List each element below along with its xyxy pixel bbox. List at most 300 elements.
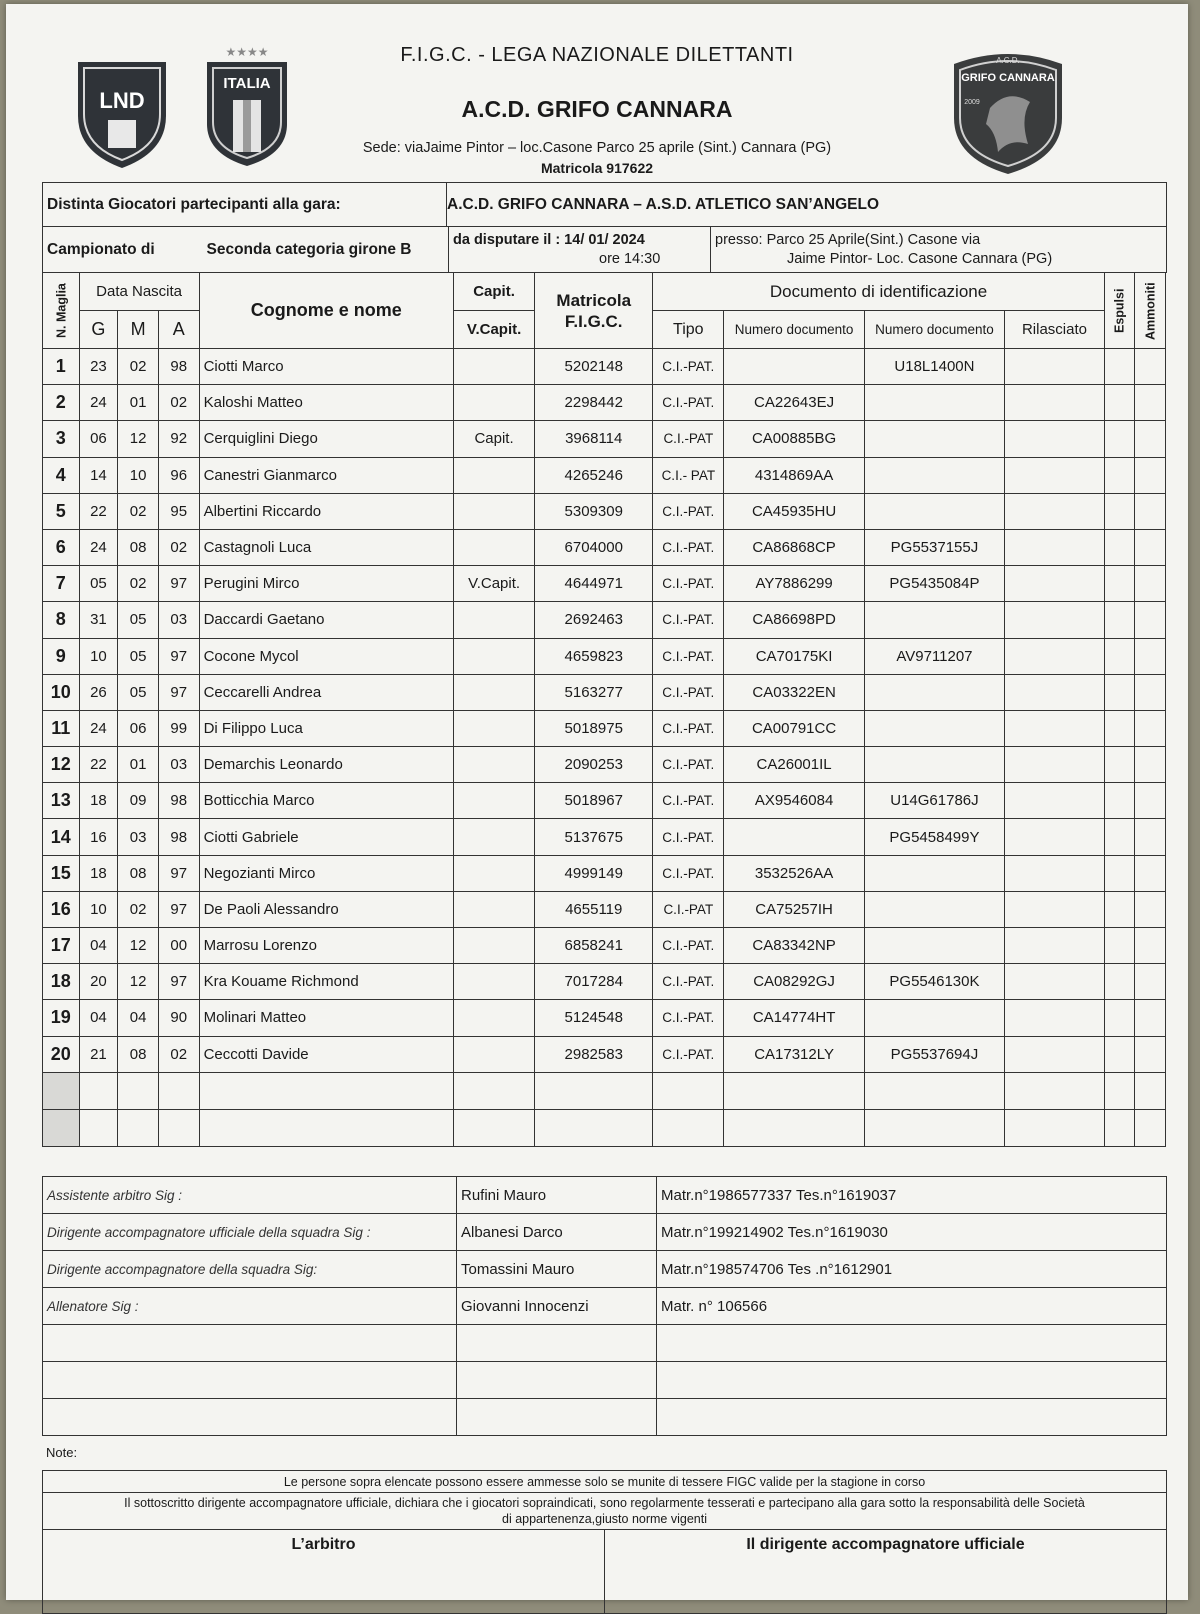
espulsi-cell <box>1104 602 1135 638</box>
rilasciato-cell <box>1005 674 1105 710</box>
birth-year: 97 <box>158 674 199 710</box>
staff-row <box>43 1177 1167 1214</box>
svg-text:GRIFO CANNARA: GRIFO CANNARA <box>961 72 1055 84</box>
doc-number-1 <box>724 819 864 855</box>
empty-cell <box>1135 1109 1166 1146</box>
figc-matricola: 5018975 <box>535 710 653 746</box>
birth-month: 12 <box>118 928 159 964</box>
player-number: 15 <box>43 855 80 891</box>
birth-month: 08 <box>118 855 159 891</box>
birth-year: 98 <box>158 349 199 385</box>
col-vcapit: V.Capit. <box>453 311 534 349</box>
birth-year: 99 <box>158 710 199 746</box>
staff-name: Giovanni Innocenzi <box>457 1288 657 1325</box>
distinta-label: Distinta Giocatori partecipanti alla gara: <box>43 183 447 227</box>
doc-number-2: PG5458499Y <box>864 819 1004 855</box>
grifo-cannara-logo <box>950 48 1066 178</box>
empty-cell <box>199 1109 453 1146</box>
player-number: 13 <box>43 783 80 819</box>
match-time: ore 14:30 <box>599 251 661 267</box>
empty-cell <box>118 1072 159 1109</box>
figc-matricola: 6858241 <box>535 928 653 964</box>
player-number: 19 <box>43 1000 80 1036</box>
rilasciato-cell <box>1005 783 1105 819</box>
staff-role-label: Dirigente accompagnatore della squadra Sig: <box>43 1251 457 1288</box>
player-number: 7 <box>43 566 80 602</box>
figc-matricola: 4659823 <box>535 638 653 674</box>
birth-day: 21 <box>79 1036 118 1072</box>
col-documento: Documento di identificazione <box>653 273 1105 311</box>
espulsi-cell <box>1104 457 1135 493</box>
staff-role-label: Allenatore Sig : <box>43 1288 457 1325</box>
doc-number-1: CA45935HU <box>724 493 864 529</box>
club-address: Sede: viaJaime Pintor – loc.Casone Parco 25 aprile (Sint.) Cannara (PG) <box>362 140 832 156</box>
doc-type: C.I.-PAT. <box>653 783 724 819</box>
espulsi-cell <box>1104 891 1135 927</box>
empty-cell <box>535 1072 653 1109</box>
figc-matricola: 2982583 <box>535 1036 653 1072</box>
doc-number-1 <box>724 349 864 385</box>
col-n-maglia: N. Maglia <box>43 273 80 349</box>
ammoniti-cell <box>1135 602 1166 638</box>
venue-line-2: Jaime Pintor- Loc. Casone Cannara (PG) <box>787 250 1053 267</box>
birth-month: 01 <box>118 385 159 421</box>
captain-role <box>453 674 534 710</box>
doc-type: C.I.-PAT. <box>653 349 724 385</box>
ammoniti-cell <box>1135 385 1166 421</box>
players-table-wrap <box>42 272 1166 1147</box>
birth-month: 12 <box>118 964 159 1000</box>
birth-month: 05 <box>118 638 159 674</box>
doc-number-1: CA08292GJ <box>724 964 864 1000</box>
player-name: Molinari Matteo <box>199 1000 453 1036</box>
doc-type: C.I.-PAT. <box>653 964 724 1000</box>
player-number: 3 <box>43 421 80 457</box>
espulsi-cell <box>1104 493 1135 529</box>
rilasciato-cell <box>1005 566 1105 602</box>
doc-number-2 <box>864 928 1004 964</box>
figc-matricola: 4265246 <box>535 457 653 493</box>
staff-role-label <box>43 1399 457 1436</box>
figc-matricola: 3968114 <box>535 421 653 457</box>
player-number: 1 <box>43 349 80 385</box>
match-sheet <box>6 4 1188 1600</box>
doc-number-1: CA83342NP <box>724 928 864 964</box>
col-capit: Capit. <box>453 273 534 311</box>
ammoniti-cell <box>1135 855 1166 891</box>
footer-line-3: di appartenenza,giusto norme vigenti <box>502 1512 707 1526</box>
birth-day: 10 <box>79 891 118 927</box>
figc-matricola: 4999149 <box>535 855 653 891</box>
doc-number-1: CA70175KI <box>724 638 864 674</box>
empty-cell <box>158 1109 199 1146</box>
captain-role <box>453 891 534 927</box>
player-row <box>43 493 1166 529</box>
col-a: A <box>158 311 199 349</box>
doc-type: C.I.-PAT. <box>653 638 724 674</box>
figc-matricola: 2298442 <box>535 385 653 421</box>
rilasciato-cell <box>1005 457 1105 493</box>
doc-number-2: AV9711207 <box>864 638 1004 674</box>
player-number: 10 <box>43 674 80 710</box>
ammoniti-cell <box>1135 566 1166 602</box>
doc-type: C.I.-PAT <box>653 421 724 457</box>
player-name: Cerquiglini Diego <box>199 421 453 457</box>
doc-type: C.I.- PAT <box>653 457 724 493</box>
birth-month: 08 <box>118 1036 159 1072</box>
player-number: 11 <box>43 710 80 746</box>
birth-year: 02 <box>158 1036 199 1072</box>
birth-day: 24 <box>79 710 118 746</box>
captain-role <box>453 1036 534 1072</box>
player-name: Marrosu Lorenzo <box>199 928 453 964</box>
ammoniti-cell <box>1135 783 1166 819</box>
staff-name <box>457 1325 657 1362</box>
birth-year: 00 <box>158 928 199 964</box>
doc-number-1: CA03322EN <box>724 674 864 710</box>
captain-role <box>453 385 534 421</box>
players-table <box>42 272 1166 1147</box>
player-name: Botticchia Marco <box>199 783 453 819</box>
staff-row <box>43 1251 1167 1288</box>
rilasciato-cell <box>1005 891 1105 927</box>
note-label: Note: <box>46 1445 78 1460</box>
birth-day: 31 <box>79 602 118 638</box>
doc-number-2 <box>864 602 1004 638</box>
birth-month: 09 <box>118 783 159 819</box>
col-figc: F.I.G.C. <box>564 311 623 331</box>
captain-role <box>453 819 534 855</box>
captain-role <box>453 855 534 891</box>
venue-line-1: presso: Parco 25 Aprile(Sint.) Casone via <box>715 231 981 248</box>
espulsi-cell <box>1104 964 1135 1000</box>
player-name: Ciotti Gabriele <box>199 819 453 855</box>
birth-month: 03 <box>118 819 159 855</box>
empty-cell <box>79 1072 118 1109</box>
figc-matricola: 4644971 <box>535 566 653 602</box>
doc-number-2 <box>864 747 1004 783</box>
espulsi-cell <box>1104 638 1135 674</box>
player-name: Negozianti Mirco <box>199 855 453 891</box>
player-name: Ceccarelli Andrea <box>199 674 453 710</box>
ammoniti-cell <box>1135 928 1166 964</box>
col-numero-doc-1: Numero documento <box>724 311 864 349</box>
birth-year: 98 <box>158 819 199 855</box>
birth-year: 97 <box>158 855 199 891</box>
captain-role <box>453 710 534 746</box>
empty-cell <box>864 1109 1004 1146</box>
rilasciato-cell <box>1005 638 1105 674</box>
birth-month: 02 <box>118 891 159 927</box>
staff-name: Rufini Mauro <box>457 1177 657 1214</box>
empty-cell <box>453 1072 534 1109</box>
player-row <box>43 783 1166 819</box>
doc-number-2: PG5546130K <box>864 964 1004 1000</box>
staff-row <box>43 1362 1167 1399</box>
staff-role-label <box>43 1362 457 1399</box>
espulsi-cell <box>1104 819 1135 855</box>
doc-type: C.I.-PAT. <box>653 710 724 746</box>
player-number: 16 <box>43 891 80 927</box>
svg-text:LND: LND <box>99 88 145 113</box>
captain-role <box>453 349 534 385</box>
birth-day: 06 <box>79 421 118 457</box>
birth-day: 04 <box>79 928 118 964</box>
staff-row <box>43 1325 1167 1362</box>
empty-cell <box>43 1072 80 1109</box>
player-row <box>43 964 1166 1000</box>
espulsi-cell <box>1104 747 1135 783</box>
doc-number-2 <box>864 1000 1004 1036</box>
svg-text:ITALIA: ITALIA <box>223 75 271 92</box>
birth-year: 92 <box>158 421 199 457</box>
player-number: 14 <box>43 819 80 855</box>
birth-month: 01 <box>118 747 159 783</box>
col-rilasciato: Rilasciato <box>1005 311 1105 349</box>
staff-name <box>457 1399 657 1436</box>
empty-cell <box>864 1072 1004 1109</box>
rilasciato-cell <box>1005 855 1105 891</box>
empty-cell <box>1104 1072 1135 1109</box>
doc-number-2 <box>864 674 1004 710</box>
ammoniti-cell <box>1135 421 1166 457</box>
player-number: 9 <box>43 638 80 674</box>
birth-year: 98 <box>158 783 199 819</box>
birth-year: 95 <box>158 493 199 529</box>
birth-day: 10 <box>79 638 118 674</box>
player-row <box>43 602 1166 638</box>
figc-matricola: 5137675 <box>535 819 653 855</box>
empty-cell <box>1104 1109 1135 1146</box>
birth-day: 04 <box>79 1000 118 1036</box>
player-row <box>43 457 1166 493</box>
birth-year: 03 <box>158 602 199 638</box>
empty-cell <box>724 1109 864 1146</box>
doc-number-1: 4314869AA <box>724 457 864 493</box>
ammoniti-cell <box>1135 710 1166 746</box>
staff-role-label: Assistente arbitro Sig : <box>43 1177 457 1214</box>
rilasciato-cell <box>1005 493 1105 529</box>
doc-type: C.I.-PAT. <box>653 493 724 529</box>
ammoniti-cell <box>1135 1000 1166 1036</box>
player-row <box>43 385 1166 421</box>
empty-cell <box>724 1072 864 1109</box>
birth-day: 18 <box>79 783 118 819</box>
captain-role <box>453 638 534 674</box>
birth-month: 02 <box>118 493 159 529</box>
player-number: 20 <box>43 1036 80 1072</box>
doc-number-2 <box>864 385 1004 421</box>
captain-role <box>453 529 534 565</box>
empty-cell <box>1135 1072 1166 1109</box>
birth-day: 14 <box>79 457 118 493</box>
col-ammoniti: Ammoniti <box>1135 273 1166 349</box>
doc-type: C.I.-PAT. <box>653 1000 724 1036</box>
match-info <box>42 182 1167 273</box>
espulsi-cell <box>1104 928 1135 964</box>
doc-type: C.I.-PAT. <box>653 928 724 964</box>
birth-day: 22 <box>79 747 118 783</box>
figc-matricola: 5309309 <box>535 493 653 529</box>
birth-month: 06 <box>118 710 159 746</box>
rilasciato-cell <box>1005 602 1105 638</box>
doc-number-2 <box>864 891 1004 927</box>
rilasciato-cell <box>1005 819 1105 855</box>
empty-cell <box>1005 1072 1105 1109</box>
player-number: 8 <box>43 602 80 638</box>
campionato-label: Campionato di <box>43 227 203 273</box>
figc-matricola: 5124548 <box>535 1000 653 1036</box>
birth-day: 23 <box>79 349 118 385</box>
staff-id-info: Matr. n° 106566 <box>657 1288 1167 1325</box>
empty-cell <box>653 1109 724 1146</box>
doc-number-1: CA00885BG <box>724 421 864 457</box>
rilasciato-cell <box>1005 421 1105 457</box>
col-g: G <box>79 311 118 349</box>
birth-month: 02 <box>118 566 159 602</box>
birth-month: 05 <box>118 602 159 638</box>
doc-number-2: PG5537694J <box>864 1036 1004 1072</box>
birth-month: 02 <box>118 349 159 385</box>
empty-cell <box>1005 1109 1105 1146</box>
birth-day: 05 <box>79 566 118 602</box>
birth-month: 08 <box>118 529 159 565</box>
captain-role <box>453 964 534 1000</box>
player-row <box>43 421 1166 457</box>
espulsi-cell <box>1104 1000 1135 1036</box>
footer-line-2: Il sottoscritto dirigente accompagnatore ufficiale, dichiara che i giocatori sopraindicati, sono regolarmente tesserati e partecipano alla gara sotto la responsabilità delle Società <box>124 1496 1085 1510</box>
doc-number-1: CA75257IH <box>724 891 864 927</box>
player-name: Ciotti Marco <box>199 349 453 385</box>
birth-year: 97 <box>158 638 199 674</box>
birth-year: 02 <box>158 529 199 565</box>
birth-day: 16 <box>79 819 118 855</box>
captain-role <box>453 928 534 964</box>
birth-year: 97 <box>158 964 199 1000</box>
espulsi-cell <box>1104 421 1135 457</box>
player-name: Di Filippo Luca <box>199 710 453 746</box>
player-number: 17 <box>43 928 80 964</box>
ammoniti-cell <box>1135 457 1166 493</box>
doc-number-1: CA17312LY <box>724 1036 864 1072</box>
staff-role-label: Dirigente accompagnatore ufficiale della squadra Sig : <box>43 1214 457 1251</box>
col-data-nascita: Data Nascita <box>79 273 199 311</box>
doc-type: C.I.-PAT. <box>653 566 724 602</box>
birth-day: 22 <box>79 493 118 529</box>
staff-row <box>43 1399 1167 1436</box>
doc-number-2 <box>864 710 1004 746</box>
doc-number-2: U18L1400N <box>864 349 1004 385</box>
birth-month: 12 <box>118 421 159 457</box>
player-name: Canestri Gianmarco <box>199 457 453 493</box>
player-row <box>43 855 1166 891</box>
player-number: 6 <box>43 529 80 565</box>
col-matricola: Matricola <box>556 290 632 310</box>
player-row <box>43 529 1166 565</box>
ammoniti-cell <box>1135 674 1166 710</box>
figc-matricola: 2692463 <box>535 602 653 638</box>
birth-day: 24 <box>79 385 118 421</box>
rilasciato-cell <box>1005 349 1105 385</box>
doc-type: C.I.-PAT. <box>653 819 724 855</box>
staff-id-info: Matr.n°1986577337 Tes.n°1619037 <box>657 1177 1167 1214</box>
footer-line-1: Le persone sopra elencate possono essere ammesse solo se munite di tessere FIGC valide per la stagione in corso <box>43 1471 1167 1493</box>
player-name: Kra Kouame Richmond <box>199 964 453 1000</box>
player-name: Ceccotti Davide <box>199 1036 453 1072</box>
player-row <box>43 747 1166 783</box>
ammoniti-cell <box>1135 1036 1166 1072</box>
espulsi-cell <box>1104 1036 1135 1072</box>
staff-table <box>42 1176 1167 1436</box>
empty-player-row <box>43 1109 1166 1146</box>
doc-type: C.I.-PAT. <box>653 674 724 710</box>
sign-dirigente: Il dirigente accompagnatore ufficiale <box>605 1530 1167 1614</box>
doc-type: C.I.-PAT <box>653 891 724 927</box>
doc-type: C.I.-PAT. <box>653 602 724 638</box>
player-name: Kaloshi Matteo <box>199 385 453 421</box>
captain-role <box>453 783 534 819</box>
captain-role <box>453 457 534 493</box>
empty-cell <box>43 1109 80 1146</box>
player-row <box>43 710 1166 746</box>
captain-role: V.Capit. <box>453 566 534 602</box>
staff-id-info <box>657 1362 1167 1399</box>
player-name: De Paoli Alessandro <box>199 891 453 927</box>
svg-text:2009: 2009 <box>964 99 980 106</box>
empty-player-row <box>43 1072 1166 1109</box>
doc-number-1: CA14774HT <box>724 1000 864 1036</box>
player-row <box>43 1000 1166 1036</box>
footer-box <box>42 1470 1167 1614</box>
doc-number-1: CA26001IL <box>724 747 864 783</box>
birth-day: 26 <box>79 674 118 710</box>
ammoniti-cell <box>1135 529 1166 565</box>
birth-year: 97 <box>158 566 199 602</box>
player-name: Castagnoli Luca <box>199 529 453 565</box>
espulsi-cell <box>1104 783 1135 819</box>
player-row <box>43 1036 1166 1072</box>
federation-title: F.I.G.C. - LEGA NAZIONALE DILETTANTI <box>400 44 794 66</box>
player-name: Daccardi Gaetano <box>199 602 453 638</box>
rilasciato-cell <box>1005 1036 1105 1072</box>
col-m: M <box>118 311 159 349</box>
player-row <box>43 566 1166 602</box>
empty-cell <box>199 1072 453 1109</box>
espulsi-cell <box>1104 674 1135 710</box>
empty-cell <box>453 1109 534 1146</box>
birth-year: 97 <box>158 891 199 927</box>
doc-number-1: AX9546084 <box>724 783 864 819</box>
figc-matricola: 7017284 <box>535 964 653 1000</box>
player-row <box>43 819 1166 855</box>
col-numero-doc-2: Numero documento <box>864 311 1004 349</box>
rilasciato-cell <box>1005 529 1105 565</box>
birth-day: 20 <box>79 964 118 1000</box>
club-matricola: Matricola 917622 <box>540 160 654 176</box>
staff-name: Tomassini Mauro <box>457 1251 657 1288</box>
rilasciato-cell <box>1005 385 1105 421</box>
rilasciato-cell <box>1005 710 1105 746</box>
ammoniti-cell <box>1135 891 1166 927</box>
empty-cell <box>535 1109 653 1146</box>
doc-number-2 <box>864 855 1004 891</box>
doc-number-2 <box>864 421 1004 457</box>
player-name: Perugini Mirco <box>199 566 453 602</box>
espulsi-cell <box>1104 529 1135 565</box>
doc-number-1: CA86698PD <box>724 602 864 638</box>
doc-number-1: CA86868CP <box>724 529 864 565</box>
ammoniti-cell <box>1135 819 1166 855</box>
